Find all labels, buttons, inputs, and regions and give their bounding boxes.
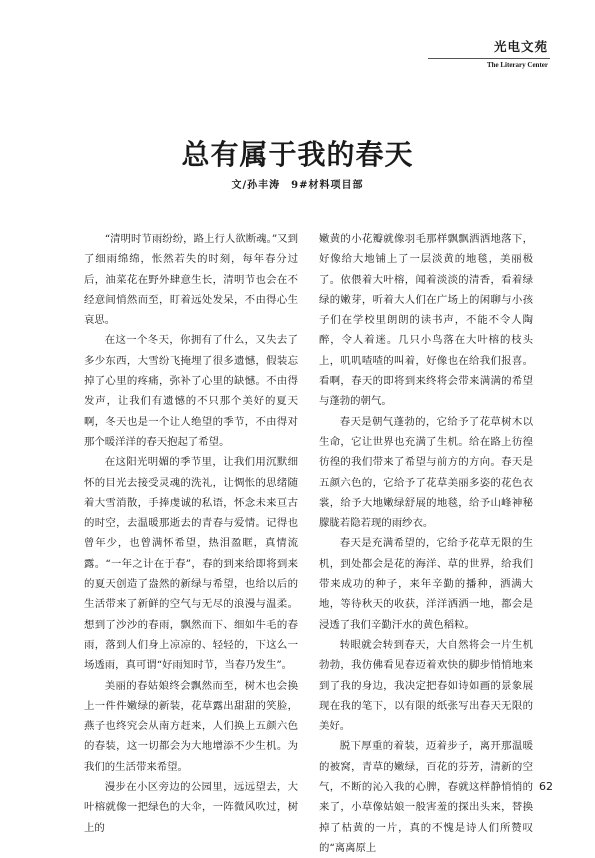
article-title: 总有属于我的春天 bbox=[181, 138, 414, 171]
header-rule bbox=[428, 58, 550, 59]
paragraph: 春天是朝气蓬勃的，它给予了花草树木以生命，它让世界也充满了生机。给在路上彷徨彷徨的我们带来了希望与前方的方向。春天是五颜六色的，它给予了花草美丽多姿的花色衣裳，给予大地嫩绿舒展的地毯，给予山峰神秘朦胧若隐若现的雨纱衣。 bbox=[319, 415, 533, 530]
paragraph: 春天是充满希望的，它给予花草无限的生机，到处都会是花的海洋、草的世界，给我们带来成功的种子，来年辛勤的播种，洒满大地，等待秋天的收获，洋洋洒洒一地，都会是浸透了我们辛勤汗水的黄色稻粒。 bbox=[319, 537, 533, 631]
paragraph: 在这一个冬天，你拥有了什么，又失去了多少东西，大雪纷飞掩埋了很多遗憾，假装忘掉了心里的疼痛，弥补了心里的缺憾。不由得发声，让我们有遗憾的不只那个美好的夏天啊，冬天也是一个让人绝望的季节，不由得对那个暖洋洋的春天抱起了希望。 bbox=[84, 334, 298, 448]
paragraph: 嫩黄的小花瓣就像羽毛那样飘飘洒洒地落下，好像给大地铺上了一层淡黄的地毯，美丽极了。依偎着大叶榕，闻着淡淡的清香，看着绿绿的嫩芽，听着大人们在广场上的闲聊与小孩子们在学校里朗朗的读书声，不能不令人陶醉，令人着迷。几只小鸟落在大叶榕的枝头上，叽叽喳喳的叫着，好像也在给我们报喜。看啊，春天的即将到来终将会带来满满的希望与蓬勃的朝气。 bbox=[319, 233, 533, 408]
page-number: 62 bbox=[539, 780, 553, 793]
paragraph: “清明时节雨纷纷，路上行人欲断魂。”又到了细雨绵绵，怅然若失的时刻，每年春分过后，油菜花在野外肆意生长，清明节也会在不经意间悄然而至，盯着远处发呆，不由得心生哀思。 bbox=[84, 233, 298, 327]
paragraph: 转眼就会转到春天，大自然将会一片生机勃勃，我仿佛看见春迈着欢快的脚步悄悄地来到了我的身边，我决定把春如诗如画的景象展现在我的笔下，以有限的纸张写出春天无限的美好。 bbox=[319, 638, 533, 733]
paragraph: 脱下厚重的着装，迈着步子，离开那温暖的被窝，青草的嫩绿，百花的芬芳，清新的空气，不断的沁入我的心脾，春就这样静悄悄的来了，小草像姑娘一般害羞的探出头来，替换掉了枯黄的一片，真的不愧是诗人们所赞叹的“离离原上 bbox=[319, 740, 533, 854]
article-byline: 文/孙丰涛 9#材料项目部 bbox=[231, 180, 364, 191]
paragraph: 在这阳光明媚的季节里，让我们用沉默细怀的目光去接受灵魂的洗礼，让惆怅的思绪随着大雪消散，手捧虔诚的私语，怀念未来亘古的时空，去温暖那逝去的青春与爱情。记得也曾年少，也曾满怀希望，热泪盈眶，真情流露。“一年之计在于春”，春的到来给即将到来的夏天创造了盎然的新绿与希望，也给以后的生活带来了新鲜的空气与无尽的浪漫与温柔。想到了沙沙的春雨，飘然而下、细如牛毛的春雨，落到人们身上凉凉的、轻轻的，下这么一场透雨，真可谓“好雨知时节，当春乃发生”。 bbox=[84, 456, 298, 672]
section-subtitle: The Literary Center bbox=[486, 61, 548, 69]
section-title: 光电文苑 bbox=[493, 39, 548, 54]
paragraph: 美丽的春姑娘终会飘然而至，树木也会换上一件件嫩绿的新装，花草露出甜甜的笑脸，燕子也终究会从南方赶来，人们换上五颜六色的春装，这一切都会为大地增添不少生机。为我们的生活带来希望。 bbox=[84, 679, 298, 773]
left-column bbox=[84, 229, 298, 838]
right-column bbox=[319, 229, 533, 858]
paragraph: 漫步在小区旁边的公园里，远远望去，大叶榕就像一把绿色的大伞，一阵微风吹过，树上的 bbox=[84, 781, 298, 834]
